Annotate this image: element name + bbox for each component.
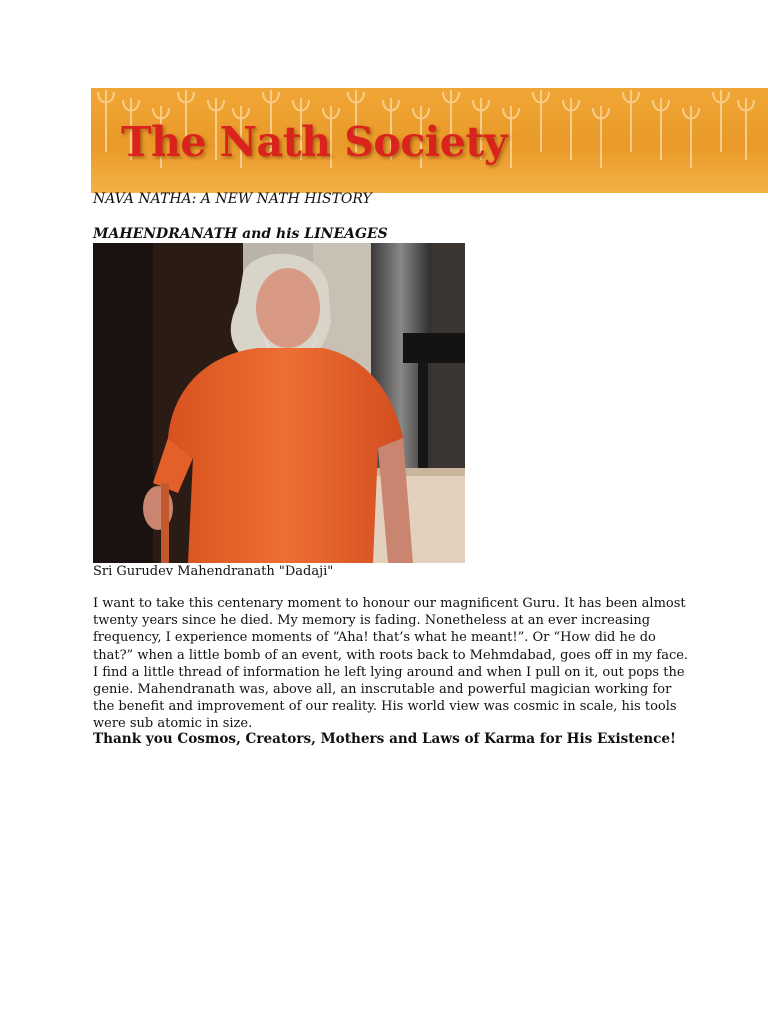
section-heading: MAHENDRANATH and his LINEAGES: [93, 226, 388, 242]
site-title: The Nath Society: [121, 118, 508, 166]
document-subtitle: NAVA NATHA: A NEW NATH HISTORY: [93, 191, 372, 207]
closing-statement: Thank you Cosmos, Creators, Mothers and Laws of Karma for His Existence!: [93, 731, 676, 747]
site-banner: [91, 88, 768, 193]
body-paragraph: I want to take this centenary moment to honour our magnificent Guru. It has been almost twenty years since he died. My memory is fading. Nonetheless at an ever increasing frequency, I experience moments of “Aha! that’s what he meant!”. Or “How did he do that?” when a little bomb of an event, with roots back to Mehmdabad, goes off in my face. I find a little thread of information he left lying around and when I pull on it, out pops the genie. Mahendranath was, above all, an inscrutable and powerful magician working for the benefit and improvement of our reality. His world view was cosmic in scale, his tools were sub atomic in size.: [93, 596, 689, 732]
guru-photo: [93, 243, 465, 563]
photo-caption: Sri Gurudev Mahendranath "Dadaji": [93, 564, 334, 579]
